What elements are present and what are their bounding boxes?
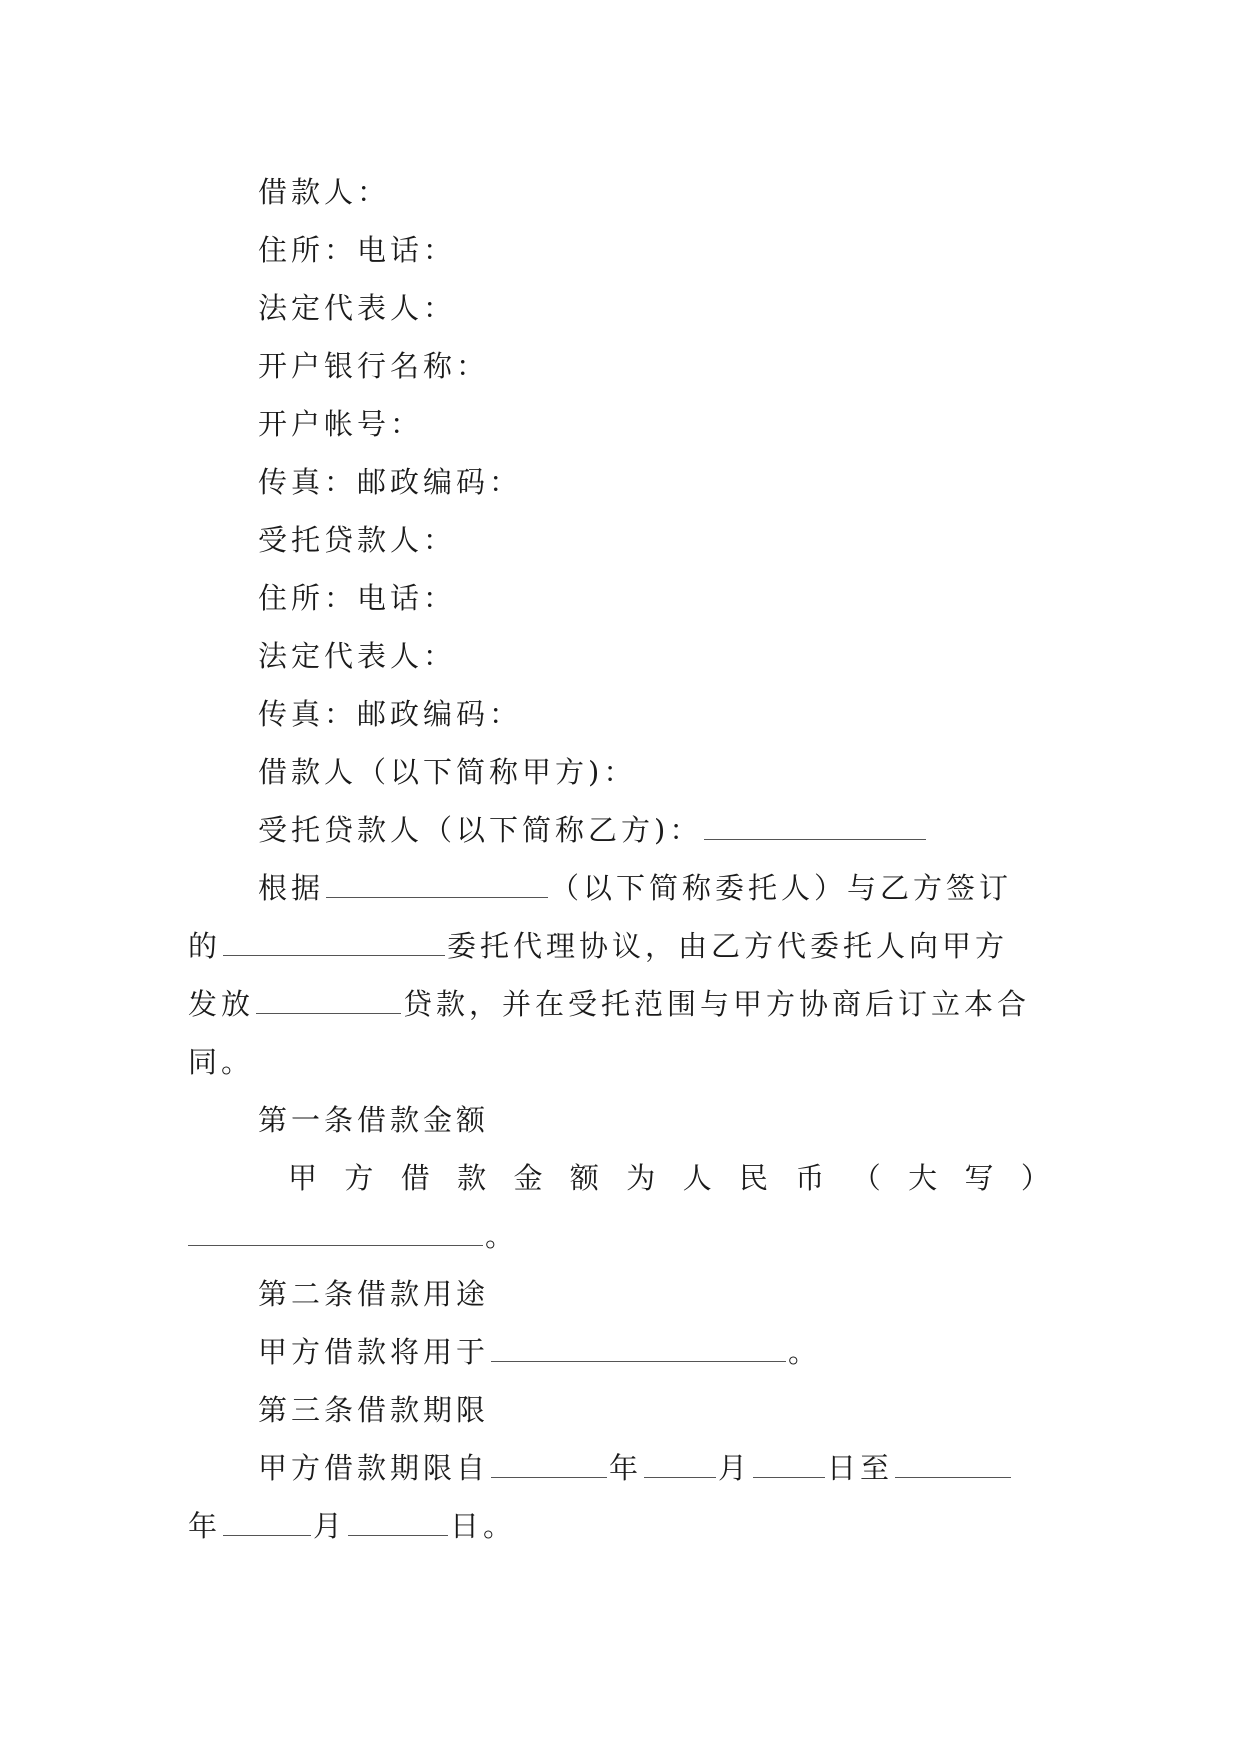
amount-char: 方 xyxy=(344,1161,374,1195)
lender-name-line: 受托贷款人： xyxy=(258,523,457,557)
purpose-start: 甲方借款将用于 xyxy=(258,1335,490,1369)
lender-legal-rep-line: 法定代表人： xyxy=(258,639,457,673)
amount-char: 金 xyxy=(513,1161,543,1195)
amount-char: （ xyxy=(851,1161,881,1195)
lender-fax-postcode-line: 传真：邮政编码： xyxy=(258,697,523,731)
borrower-address-phone-line: 住所：电话： xyxy=(258,233,457,267)
article-3-term-line-1 xyxy=(188,1439,1058,1497)
amount-blank xyxy=(188,1219,483,1246)
amount-char: 为 xyxy=(626,1161,656,1195)
month-label: 月 xyxy=(718,1451,752,1485)
party-b-label: 受托贷款人（以下简称乙方)： xyxy=(258,813,703,847)
preamble-line-3-start: 发放 xyxy=(188,987,255,1021)
end-year-label: 年 xyxy=(188,1509,222,1543)
amount-char: 甲 xyxy=(288,1161,318,1195)
year-label: 年 xyxy=(609,1451,643,1485)
agreement-blank xyxy=(223,929,445,956)
principal-blank xyxy=(326,871,548,898)
article-1-amount-line xyxy=(188,1149,1058,1207)
loan-type-blank xyxy=(256,987,401,1014)
amount-char: 大 xyxy=(908,1161,938,1195)
amount-char: 额 xyxy=(569,1161,599,1195)
borrower-account-line: 开户帐号： xyxy=(258,407,424,441)
preamble-line-1-start: 根据 xyxy=(258,871,325,905)
amount-char: 写 xyxy=(964,1161,994,1195)
start-day-blank xyxy=(753,1451,825,1478)
day-end-label: 日。 xyxy=(450,1509,517,1543)
article-1-title: 第一条借款金额 xyxy=(258,1103,490,1137)
party-a-line: 借款人（以下简称甲方)： xyxy=(258,755,637,789)
party-b-blank xyxy=(704,813,926,840)
article-3-title: 第三条借款期限 xyxy=(258,1393,490,1427)
amount-char: 款 xyxy=(457,1161,487,1195)
amount-char: 借 xyxy=(400,1161,430,1195)
preamble-line-2-start: 的 xyxy=(188,929,222,963)
amount-char: 民 xyxy=(739,1161,769,1195)
day-to-label: 日至 xyxy=(827,1451,894,1485)
borrower-legal-rep-line: 法定代表人： xyxy=(258,291,457,325)
preamble-line-2-end: 委托代理协议，由乙方代委托人向甲方 xyxy=(447,929,1009,963)
amount-end: 。 xyxy=(485,1219,519,1253)
amount-char: 人 xyxy=(682,1161,712,1195)
lender-address-phone-line: 住所：电话： xyxy=(258,581,457,615)
end-day-blank xyxy=(348,1509,448,1536)
end-month-blank xyxy=(223,1509,311,1536)
end-month-label: 月 xyxy=(313,1509,347,1543)
term-start: 甲方借款期限自 xyxy=(258,1451,490,1485)
article-2-title: 第二条借款用途 xyxy=(258,1277,490,1311)
preamble-line-3-end: 贷款，并在受托范围与甲方协商后订立本合 xyxy=(403,987,1031,1021)
borrower-bank-name-line: 开户银行名称： xyxy=(258,349,490,383)
article-2-purpose-line xyxy=(188,1323,1058,1381)
amount-char: 币 xyxy=(795,1161,825,1195)
article-1-amount-blank-line xyxy=(188,1207,1058,1265)
borrower-fax-postcode-line: 传真：邮政编码： xyxy=(258,465,523,499)
party-b-line xyxy=(188,801,1058,859)
preamble-line-1-end: （以下简称委托人）与乙方签订 xyxy=(550,871,1013,905)
preamble-line-1 xyxy=(188,859,1058,917)
borrower-name-line: 借款人： xyxy=(258,175,391,209)
start-month-blank xyxy=(644,1451,716,1478)
purpose-end: 。 xyxy=(788,1335,822,1369)
article-3-term-line-2 xyxy=(188,1497,1058,1555)
purpose-blank xyxy=(491,1335,786,1362)
end-year-blank-part xyxy=(895,1451,1011,1478)
preamble-line-3 xyxy=(188,975,1058,1033)
preamble-line-2 xyxy=(188,917,1058,975)
preamble-line-4: 同。 xyxy=(188,1045,255,1079)
start-year-blank xyxy=(491,1451,607,1478)
amount-char: ） xyxy=(1020,1161,1050,1195)
contract-page xyxy=(188,163,1058,1555)
